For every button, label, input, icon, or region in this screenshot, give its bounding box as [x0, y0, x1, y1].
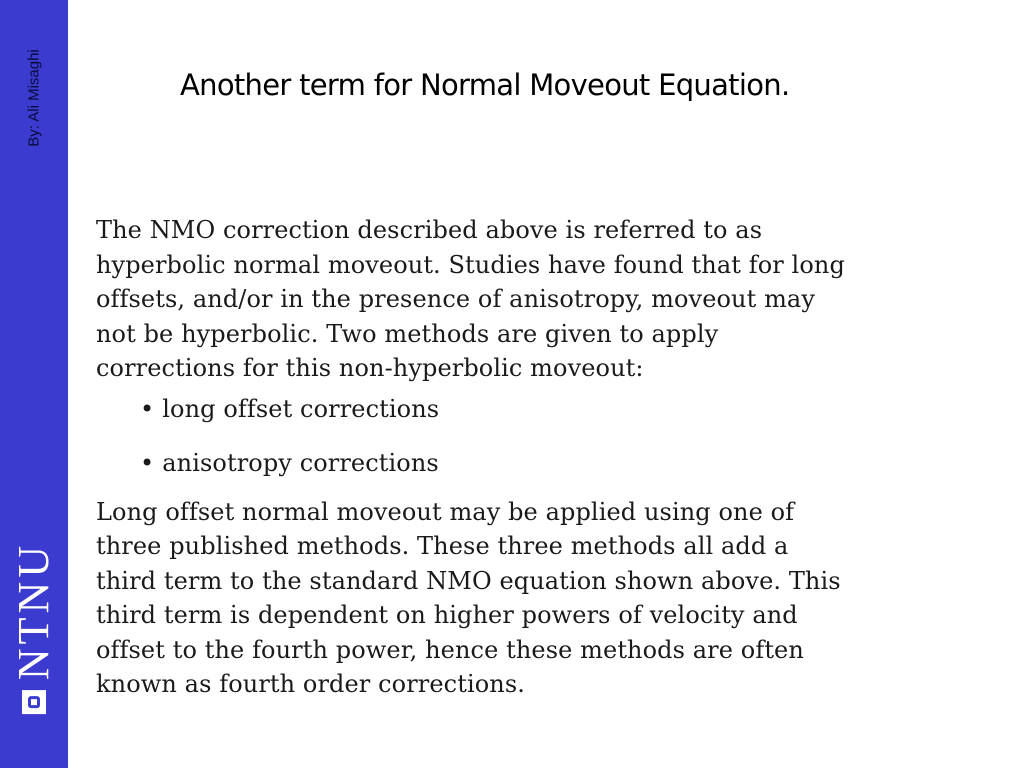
- logo-text: NTNU: [9, 541, 58, 681]
- paragraph-2-line: offset to the fourth power, hence these methods are often: [96, 635, 804, 664]
- bullet-text: anisotropy corrections: [162, 449, 439, 477]
- slide-body: [96, 213, 996, 702]
- bullet-dot-icon: •: [140, 449, 155, 477]
- paragraph-2: [96, 495, 996, 702]
- paragraph-2-line: third term to the standard NMO equation shown above. This: [96, 566, 841, 595]
- logo-mark-icon: [22, 690, 46, 714]
- paragraph-2-line: three published methods. These three methods all add a: [96, 532, 789, 560]
- bullet-text: long offset corrections: [162, 394, 440, 423]
- paragraph-1-line: offsets, and/or in the presence of anisotropy, moveout may: [96, 285, 816, 313]
- bullet-list: [96, 392, 996, 481]
- paragraph-2-line: Long offset normal moveout may be applied using one of: [96, 497, 795, 526]
- paragraph-1: [96, 213, 996, 386]
- author-credit: By: Ali Misaghi: [25, 49, 43, 147]
- bullet-item: [140, 392, 996, 427]
- paragraph-1-line: hyperbolic normal moveout. Studies have found that for long: [96, 250, 845, 279]
- sidebar: [0, 0, 68, 768]
- slide-title: Another term for Normal Moveout Equation.: [180, 68, 790, 102]
- paragraph-2-line: third term is dependent on higher powers of velocity and: [96, 601, 798, 629]
- paragraph-1-line: corrections for this non-hyperbolic moveout:: [96, 354, 644, 382]
- bullet-dot-icon: •: [140, 394, 155, 423]
- bullet-item: [140, 446, 996, 481]
- ntnu-logo: [9, 541, 58, 714]
- paragraph-1-line: not be hyperbolic. Two methods are given to apply: [96, 319, 719, 348]
- paragraph-1-line: The NMO correction described above is referred to as: [96, 216, 763, 244]
- paragraph-2-line: known as fourth order corrections.: [96, 670, 525, 698]
